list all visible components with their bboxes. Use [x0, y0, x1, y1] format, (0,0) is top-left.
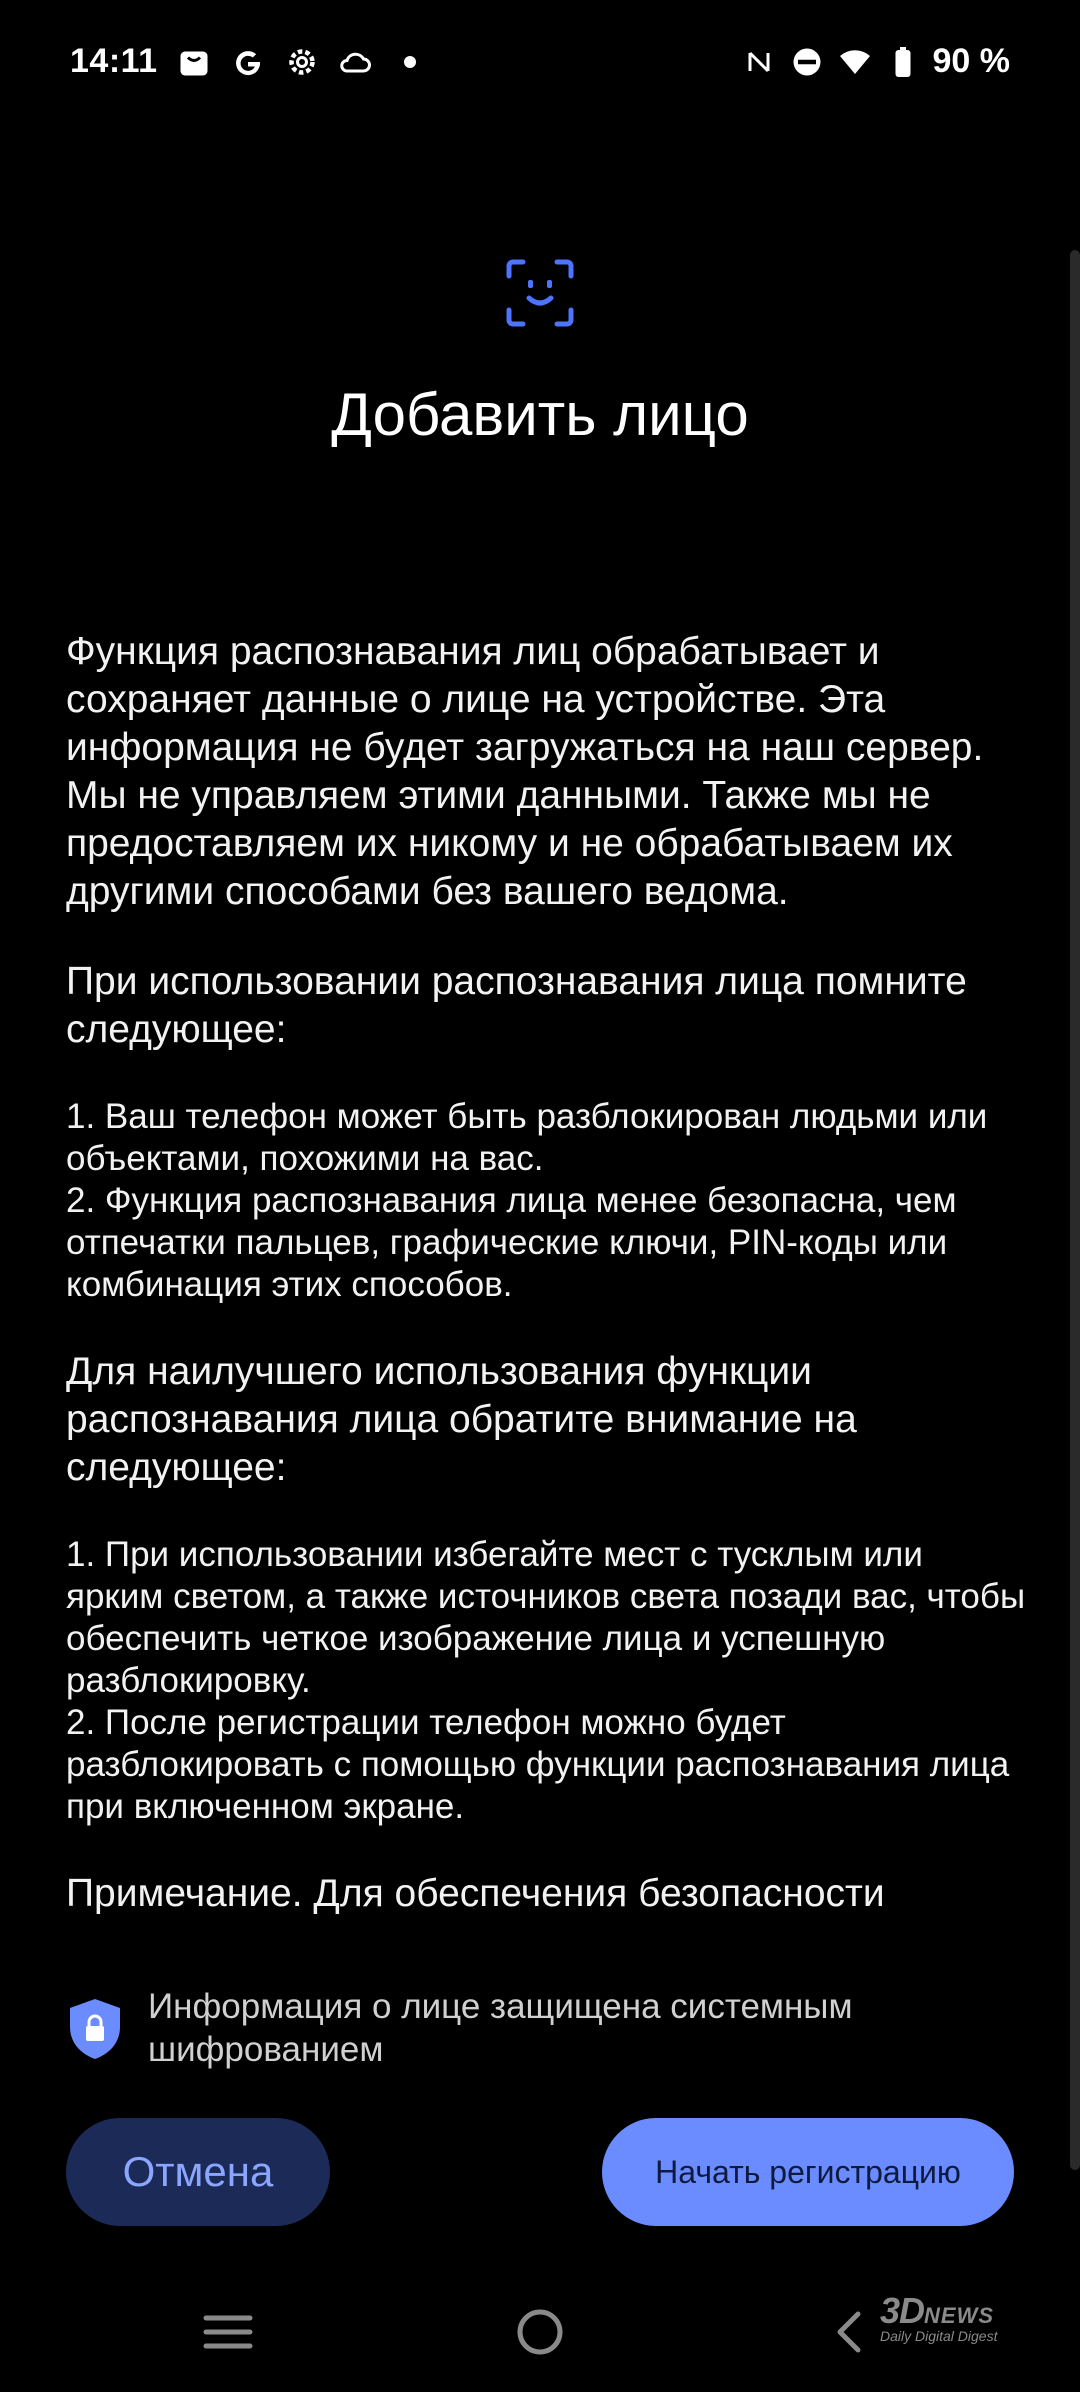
back-icon[interactable] [820, 2302, 880, 2362]
wifi-icon [837, 44, 873, 80]
battery-percentage: 90 % [932, 42, 1010, 80]
scrollbar[interactable] [1070, 250, 1080, 2170]
paragraph-note: Примечание. Для обеспечения безопасности [66, 1872, 885, 1915]
battery-icon [885, 44, 921, 80]
paragraph-intro: Функция распознавания лиц обрабатывает и сохраняет данные о лице на устройстве. Эта информация не будет загружаться на наш сервер. Мы не управляем этими данными. Также мы не предоставляем их никому и не обрабатываем их другими способами без вашего ведома. [66, 630, 984, 913]
cloud-icon [338, 44, 374, 80]
do-not-disturb-icon [789, 44, 825, 80]
shield-lock-icon [66, 1997, 124, 2061]
list-item: 2. Функция распознавания лица менее безопасна, чем отпечатки пальцев, графические ключи, PIN-коды или комбинация этих способов. [66, 1181, 957, 1304]
watermark-main: 3D [880, 2290, 925, 2331]
status-right [741, 42, 1011, 81]
face-scan-icon [505, 258, 575, 328]
cancel-button[interactable]: Отмена [66, 2118, 330, 2226]
list-item: 1. Ваш телефон может быть разблокирован людьми или объектами, похожими на вас. [66, 1097, 988, 1178]
status-left [70, 42, 428, 81]
dot-icon [392, 44, 428, 80]
settings-icon [284, 44, 320, 80]
paragraph-best-use-heading: Для наилучшего использования функции распознавания лица обратите внимание на следующее: [66, 1350, 857, 1489]
list-item: 2. После регистрации телефон можно будет разблокировать с помощью функции распознавания лица при включенном экране. [66, 1703, 1010, 1826]
start-registration-button[interactable]: Начать регистрацию [602, 2118, 1014, 2226]
page-title: Добавить лицо [331, 381, 749, 448]
paragraph-remember-heading: При использовании распознавания лица помните следующее: [66, 960, 967, 1051]
scroll-content[interactable] [66, 628, 1026, 1938]
recent-apps-icon[interactable] [198, 2302, 258, 2362]
security-note [66, 1985, 1006, 2071]
paragraph-best-use-list [66, 1534, 1026, 1828]
shopping-bag-icon [176, 44, 212, 80]
google-icon [230, 44, 266, 80]
watermark-suffix: NEWS [924, 2303, 995, 2328]
home-icon[interactable] [510, 2302, 570, 2362]
status-bar [0, 0, 1080, 130]
watermark-logo [880, 2290, 1060, 2350]
security-note-text: Информация о лице защищена системным шифрованием [148, 1987, 853, 2069]
watermark-subtitle: Daily Digital Digest [880, 2328, 998, 2344]
list-item: 1. При использовании избегайте мест с тусклым или ярким светом, а также источников света позади вас, чтобы обеспечить четкое изображение лица и успешную разблокировку. [66, 1535, 1026, 1700]
nfc-icon [741, 44, 777, 80]
status-time: 14:11 [70, 42, 158, 80]
paragraph-remember-list [66, 1096, 1026, 1306]
